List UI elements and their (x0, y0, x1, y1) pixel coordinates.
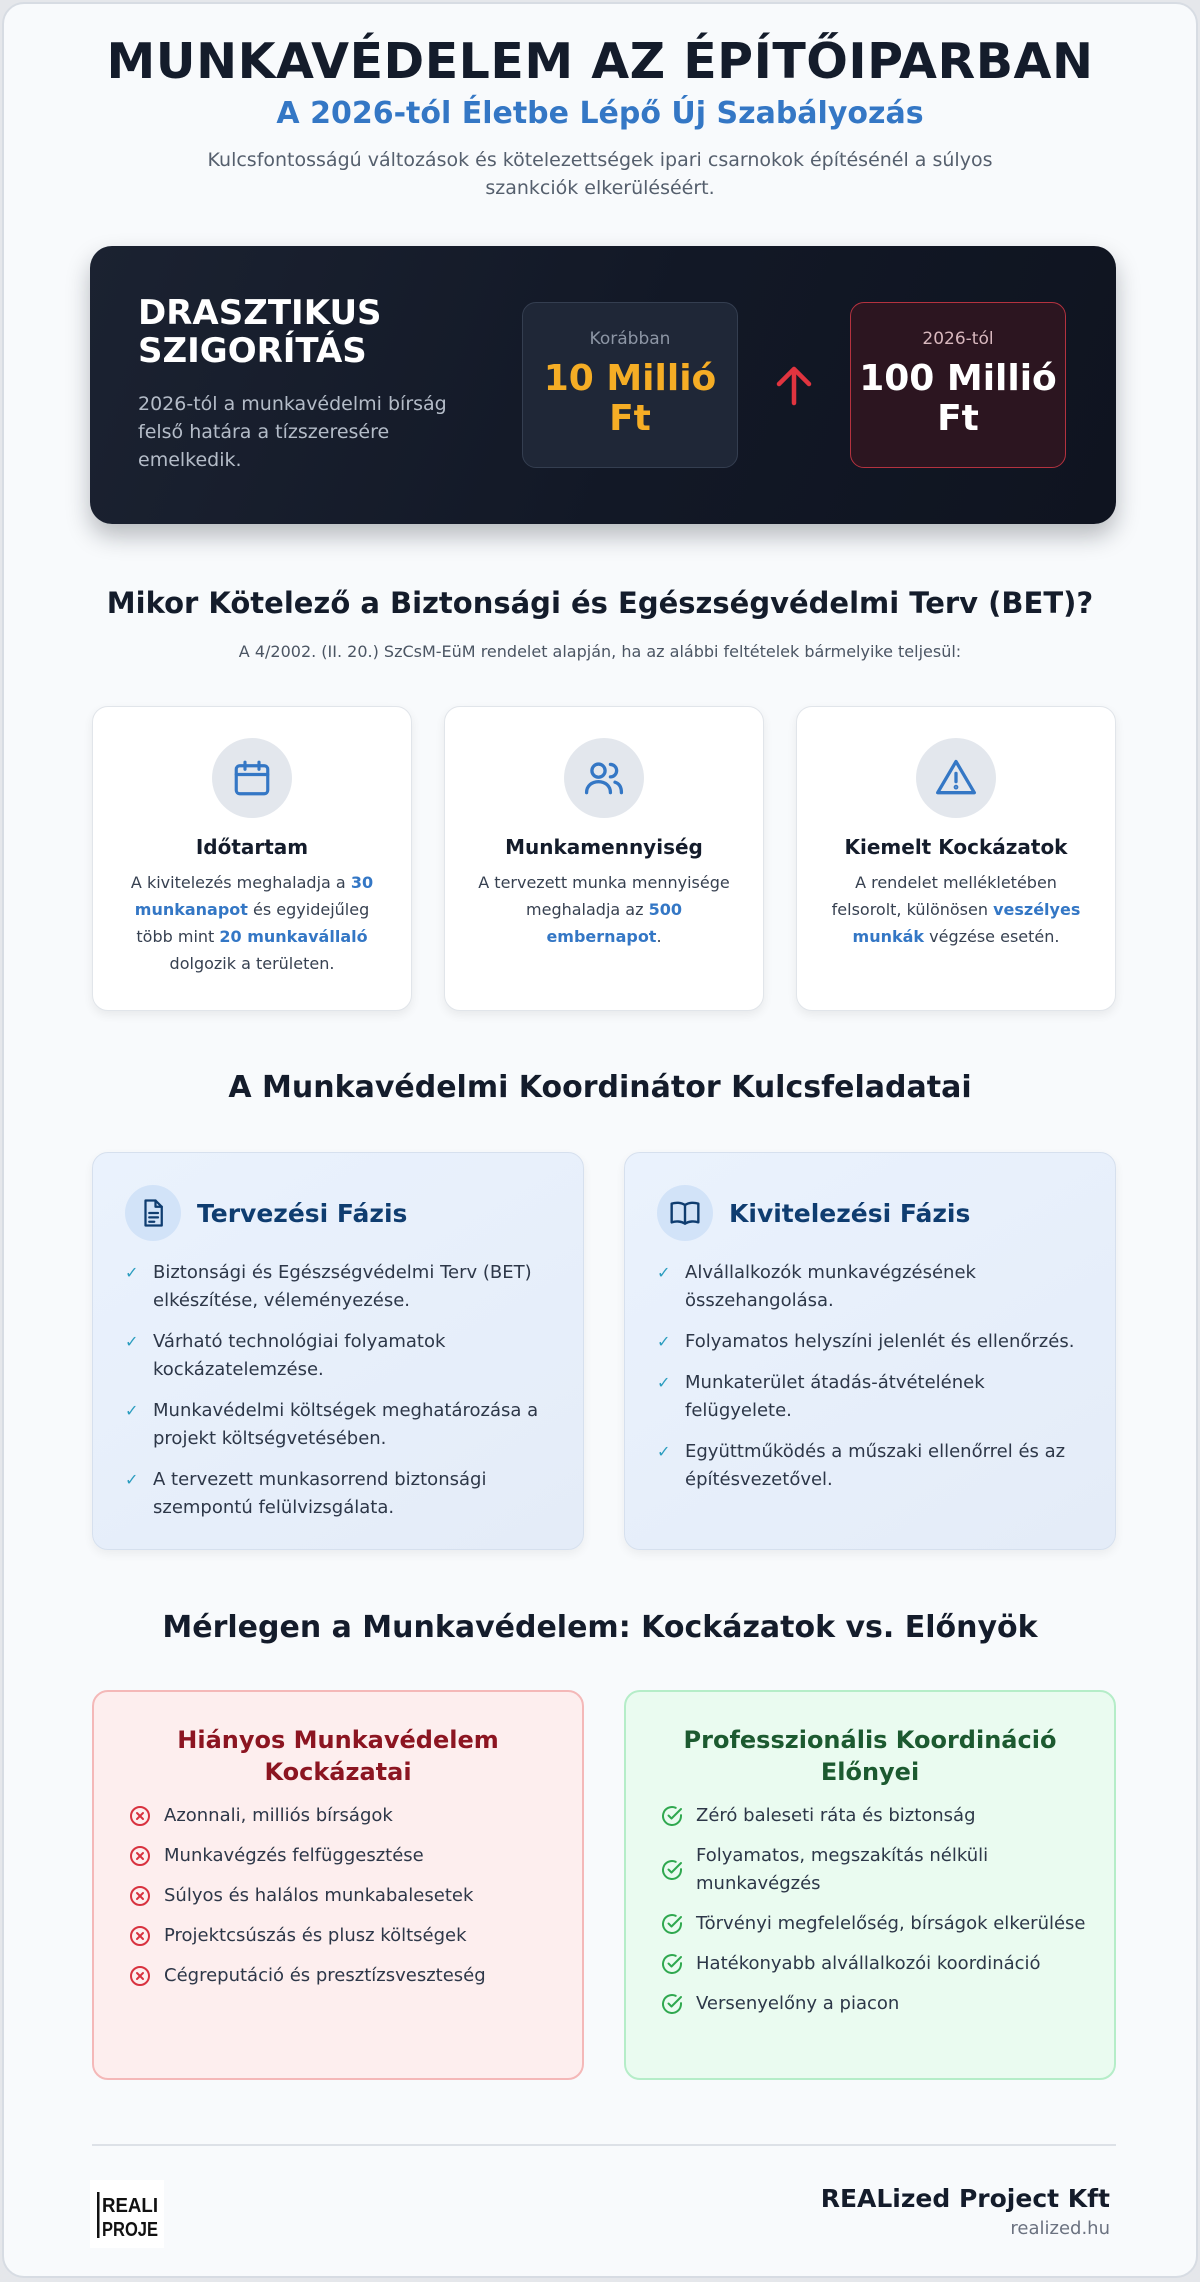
check-icon: ✓ (657, 1263, 671, 1282)
check-icon: ✓ (657, 1442, 671, 1461)
card-title: Időtartam (195, 835, 309, 859)
banner-text (138, 294, 483, 474)
execution-task-list (657, 1259, 1091, 1494)
list-item: Hatékonyabb alvállalkozói koordináció (660, 1950, 1090, 1978)
list-item: Cégreputáció és presztízsveszteség (128, 1962, 558, 1990)
list-item: ✓ Munkaterület átadás-átvételének felügyelete. (657, 1369, 1091, 1425)
intro-text: Kulcsfontosságú változások és kötelezettségek ipari csarnokok építésénél a súlyos szankciók elkerüléséért. (207, 149, 993, 199)
condition-card-workload (444, 706, 764, 1011)
condition-card-risks (796, 706, 1116, 1011)
card-text: A rendelet mellékletében felsorolt, különösen veszélyes munkák végzése esetén. (831, 873, 1081, 946)
coordinator-section-title: A Munkavédelmi Koordinátor Kulcsfeladatai (228, 1070, 972, 1105)
check-circle-icon (660, 1858, 684, 1882)
list-item: ✓ Együttműködés a műszaki ellenőrrel és az építésvezetővel. (657, 1438, 1091, 1494)
risks-card (92, 1690, 584, 2080)
x-circle-icon (128, 1884, 152, 1908)
balance-section-title: Mérlegen a Munkavédelem: Kockázatok vs. Előnyök (162, 1610, 1038, 1645)
benefits-list (660, 1802, 1090, 2018)
company-logo (90, 2180, 164, 2248)
header (4, 4, 1196, 202)
list-item: ✓ Biztonsági és Egészségvédelmi Terv (BET) elkészítése, véleményezése. (125, 1259, 559, 1315)
previous-fine-value: 10 Millió Ft (543, 358, 717, 439)
list-item: ✓ Munkavédelmi költségek meghatározása a projekt költségvetésében. (125, 1397, 559, 1453)
footer-divider (92, 2144, 1116, 2146)
x-circle-icon (128, 1964, 152, 1988)
page-title: MUNKAVÉDELEM AZ ÉPÍTŐIPARBAN (106, 33, 1094, 90)
list-item: Törvényi megfelelőség, bírságok elkerülése (660, 1910, 1090, 1938)
x-circle-icon (128, 1924, 152, 1948)
benefits-card (624, 1690, 1116, 2080)
bet-section-subtitle: A 4/2002. (II. 20.) SzCsM-EüM rendelet alapján, ha az alábbi feltételek bármelyike teljesül: (238, 642, 962, 661)
company-url[interactable]: realized.hu (1010, 2218, 1110, 2239)
svg-text:PROJE: PROJE (102, 2219, 158, 2241)
check-circle-icon (660, 1952, 684, 1976)
condition-card-duration (92, 706, 412, 1011)
check-circle-icon (660, 1804, 684, 1828)
check-icon: ✓ (657, 1332, 671, 1351)
calendar-icon (212, 738, 292, 818)
check-icon: ✓ (125, 1470, 139, 1489)
list-item: ✓ Alvállalkozók munkavégzésének összehangolása. (657, 1259, 1091, 1315)
banner-description: 2026-tól a munkavédelmi bírság felső határa a tízszeresére emelkedik. (138, 393, 447, 471)
risks-title: Hiányos Munkavédelem Kockázatai (177, 1726, 499, 1786)
bet-section-title: Mikor Kötelező a Biztonsági és Egészségvédelmi Terv (BET)? (106, 586, 1094, 620)
list-item: Projektcsúszás és plusz költségek (128, 1922, 558, 1950)
new-fine-label: 2026-tól (922, 329, 994, 349)
benefits-title: Professzionális Koordináció Előnyei (683, 1726, 1057, 1786)
planning-task-list (125, 1259, 559, 1522)
list-item: Súlyos és halálos munkabalesetek (128, 1882, 558, 1910)
check-icon: ✓ (125, 1332, 139, 1351)
x-circle-icon (128, 1804, 152, 1828)
previous-fine-label: Korábban (589, 329, 671, 349)
page-subtitle: A 2026-tól Életbe Lépő Új Szabályozás (276, 96, 924, 131)
company-name: REALized Project Kft (820, 2184, 1110, 2213)
card-text: A tervezett munka mennyisége meghaladja az 500 embernapot. (478, 873, 730, 946)
card-title: Munkamennyiség (505, 835, 703, 859)
list-item: ✓ A tervezett munkasorrend biztonsági szempontú felülvizsgálata. (125, 1466, 559, 1522)
new-fine-box (850, 302, 1066, 468)
card-text: A kivitelezés meghaladja a 30 munkanapot és egyidejűleg több mint 20 munkavállaló dolgozik a területen. (130, 873, 374, 973)
infographic-page (2, 2, 1198, 2278)
x-circle-icon (128, 1844, 152, 1868)
execution-phase-card (624, 1152, 1116, 1550)
phase-title: Tervezési Fázis (197, 1198, 408, 1228)
phase-title: Kivitelezési Fázis (729, 1198, 971, 1228)
banner-title: DRASZTIKUS SZIGORÍTÁS (138, 293, 382, 371)
list-item: Azonnali, milliós bírságok (128, 1802, 558, 1830)
new-fine-value: 100 Millió Ft (859, 358, 1057, 439)
arrow-up-icon (770, 361, 818, 409)
check-icon: ✓ (125, 1263, 139, 1282)
list-item: ✓ Várható technológiai folyamatok kockázatelemzése. (125, 1328, 559, 1384)
check-icon: ✓ (657, 1373, 671, 1392)
book-icon (657, 1185, 713, 1241)
list-item: Munkavégzés felfüggesztése (128, 1842, 558, 1870)
warning-icon (916, 738, 996, 818)
svg-text:REALI: REALI (102, 2195, 158, 2217)
list-item: ✓ Folyamatos helyszíni jelenlét és ellenőrzés. (657, 1328, 1091, 1356)
planning-phase-card (92, 1152, 584, 1550)
list-item: Versenyelőny a piacon (660, 1990, 1090, 2018)
check-icon: ✓ (125, 1401, 139, 1420)
list-item: Zéró baleseti ráta és biztonság (660, 1802, 1090, 1830)
card-title: Kiemelt Kockázatok (844, 835, 1068, 859)
check-circle-icon (660, 1992, 684, 2016)
risks-list (128, 1802, 558, 1990)
users-icon (564, 738, 644, 818)
previous-fine-box (522, 302, 738, 468)
fine-increase-banner (90, 246, 1116, 524)
list-item: Folyamatos, megszakítás nélküli munkavégzés (660, 1842, 1090, 1898)
check-circle-icon (660, 1912, 684, 1936)
document-icon (125, 1185, 181, 1241)
